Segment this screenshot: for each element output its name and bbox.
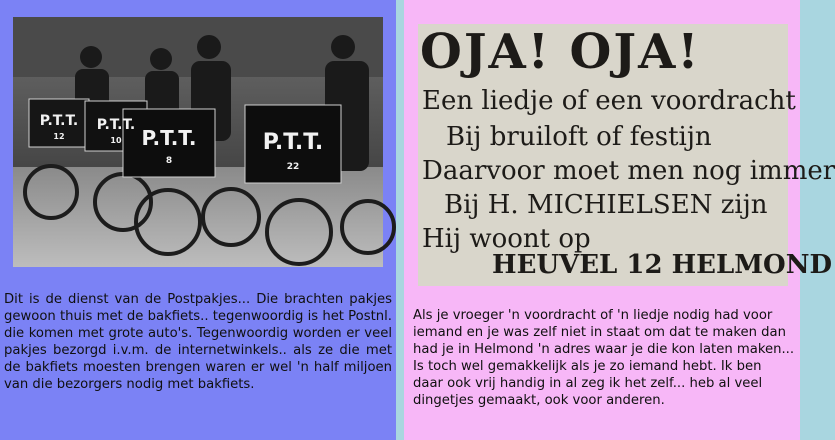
- postpakjes-caption: Dit is de dienst van de Postpakjes... Die brachten pakjes gewoon thuis met de bakfiets.. tegenwoordig is het Postnl. die komen met grote auto's. Tegenwoordig worden er veel pakjes bezorgd i.v.m. de internetwinkels.. als ze die met de bakfiets moesten brengen waren er wel 'n half miljoen van die bezorgers nodig met bakfiets.: [4, 292, 392, 392]
- box-3-number: 8: [165, 156, 173, 166]
- ptt-bakfiets-photo: [13, 17, 383, 267]
- clipping-line: Daarvoor moet men nog immer: [422, 156, 835, 186]
- box-2-label: P.T.T.: [96, 117, 136, 133]
- photo-illustration: [13, 17, 383, 267]
- clipping-line: Bij H. MICHIELSEN zijn: [444, 190, 768, 220]
- panel-divider: [396, 0, 404, 440]
- box-3-label: P.T.T.: [141, 126, 197, 150]
- box-4-number: 22: [286, 162, 300, 172]
- voordracht-caption: Als je vroeger 'n voordracht of 'n liedje nodig had voor iemand en je was zelf niet in staat om dat te maken dan had je in Helmond 'n adres waar je die kon laten maken... Is toch wel gemakkelijk als je zo iemand hebt. Ik ben daar ook vrij handig in al zeg ik het zelf... heb al veel dingetjes gemaakt, ook voor anderen.: [413, 308, 795, 408]
- left-panel: [0, 0, 396, 440]
- clipping-address: HEUVEL 12 HELMOND: [492, 250, 833, 280]
- clipping-line: Hij woont op: [422, 224, 591, 254]
- box-4-label: P.T.T.: [262, 130, 324, 155]
- box-1-number: 12: [53, 132, 65, 141]
- newspaper-clipping: [418, 24, 835, 286]
- clipping-line: Bij bruiloft of festijn: [446, 122, 712, 152]
- box-2-number: 10: [110, 136, 122, 145]
- box-1-label: P.T.T.: [39, 113, 79, 129]
- clipping-headline: OJA! OJA!: [420, 24, 701, 80]
- right-panel: [404, 0, 835, 440]
- clipping-line: Een liedje of een voordracht: [422, 86, 796, 116]
